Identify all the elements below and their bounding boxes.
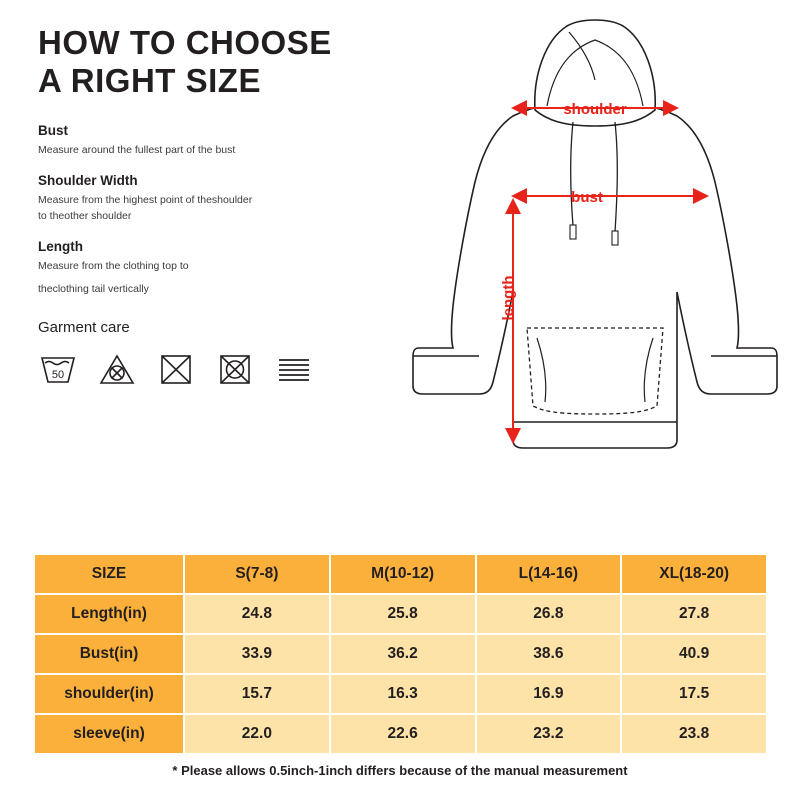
measure-title: Shoulder Width [38, 172, 138, 188]
table-header-cell-l: L(14-16) [476, 554, 622, 594]
no-dry-clean-icon [215, 352, 255, 386]
table-header-cell-s: S(7-8) [184, 554, 330, 594]
measure-description [38, 258, 383, 297]
cell-bust-l: 38.6 [476, 634, 622, 674]
measure-block-length [38, 239, 383, 297]
measure-block-bust [38, 123, 383, 158]
measure-title: Bust [38, 122, 68, 138]
cell-bust-s: 33.9 [184, 634, 330, 674]
aglet-right [612, 231, 618, 245]
measure-description-line-1: Measure around the fullest part of the bust [38, 143, 236, 156]
table-header-cell-m: M(10-12) [330, 554, 476, 594]
cell-length-s: 24.8 [184, 594, 330, 634]
page-title-line-2: A RIGHT SIZE [38, 62, 261, 100]
garment-care-title: Garment care [38, 318, 130, 336]
table-row [34, 674, 767, 714]
bust-label: bust [571, 189, 603, 206]
page-title [38, 24, 383, 101]
cell-bust-xl: 40.9 [621, 634, 767, 674]
row-label-shoulder: shoulder(in) [34, 674, 184, 714]
wash-temp-label: 50 [51, 368, 65, 381]
hoodie-diagram [395, 10, 795, 490]
cell-shoulder-xl: 17.5 [621, 674, 767, 714]
measurement-disclaimer: * Please allows 0.5inch-1inch differs because of the manual measurement [172, 763, 628, 778]
page-title-line-1: HOW TO CHOOSE [38, 24, 332, 61]
shoulder-label: shoulder [563, 101, 627, 118]
cell-sleeve-s: 22.0 [184, 714, 330, 754]
no-tumble-dry-icon [156, 352, 196, 386]
cell-sleeve-l: 23.2 [476, 714, 622, 754]
table-header-row [34, 554, 767, 594]
measure-description [38, 142, 383, 158]
measure-description-line-2: to theother shoulder [38, 210, 132, 223]
row-label-length: Length(in) [34, 594, 184, 634]
garment-care-icon-row [38, 352, 383, 386]
measure-block-shoulder-width [38, 173, 383, 225]
measure-description-line-2: theclothing tail vertically [38, 282, 149, 295]
cell-bust-m: 36.2 [330, 634, 476, 674]
cell-sleeve-m: 22.6 [330, 714, 476, 754]
length-label: length [500, 275, 517, 321]
table-row [34, 634, 767, 674]
cell-length-l: 26.8 [476, 594, 622, 634]
no-bleach-icon [97, 352, 137, 386]
measure-title: Length [38, 239, 83, 255]
table-header-cell-size: SIZE [34, 554, 184, 594]
cell-sleeve-xl: 23.8 [621, 714, 767, 754]
hoodie-outline [413, 102, 777, 448]
info-column [38, 24, 383, 386]
measure-description-line-1: Measure from the highest point of theshoulder [38, 193, 253, 206]
cell-shoulder-m: 16.3 [330, 674, 476, 714]
aglet-left [570, 225, 576, 239]
cell-shoulder-l: 16.9 [476, 674, 622, 714]
row-label-bust: Bust(in) [34, 634, 184, 674]
wash-50-icon [38, 352, 78, 386]
cell-length-m: 25.8 [330, 594, 476, 634]
iron-low-icon [274, 352, 314, 386]
measure-description-line-1: Measure from the clothing top to [38, 260, 189, 273]
row-label-sleeve: sleeve(in) [34, 714, 184, 754]
table-row [34, 594, 767, 634]
hoodie-illustration [395, 10, 795, 490]
cell-length-xl: 27.8 [621, 594, 767, 634]
cell-shoulder-s: 15.7 [184, 674, 330, 714]
measure-description [38, 192, 383, 225]
table-header-cell-xl: XL(18-20) [621, 554, 767, 594]
table-row [34, 714, 767, 754]
size-chart-table [33, 553, 768, 755]
